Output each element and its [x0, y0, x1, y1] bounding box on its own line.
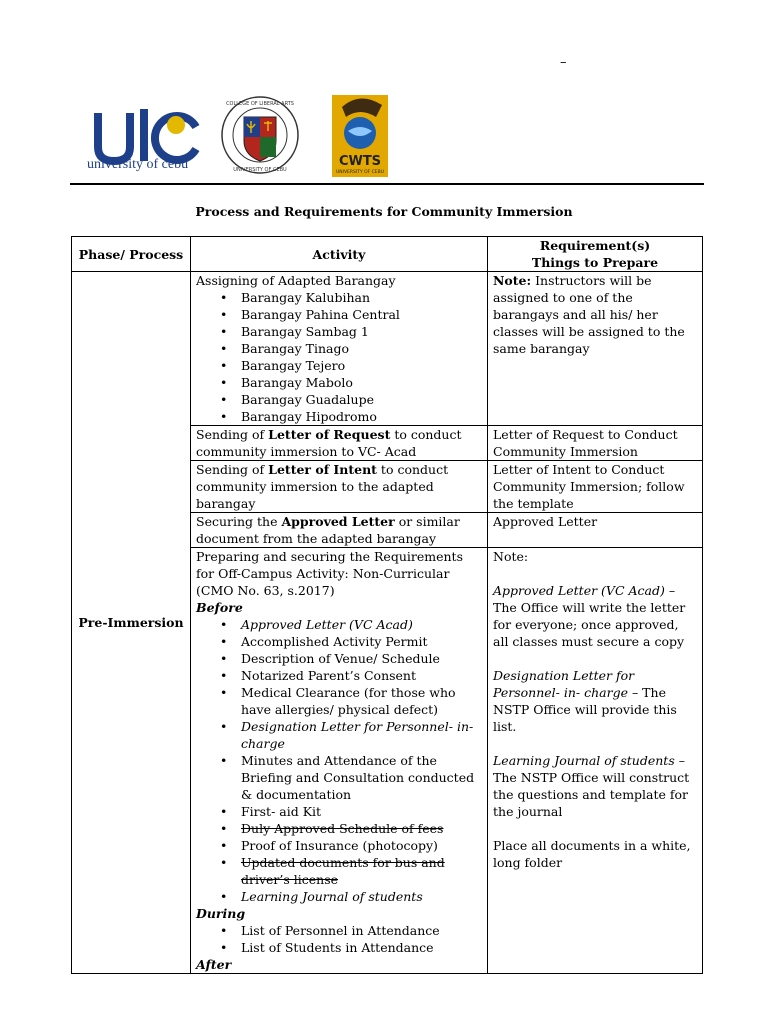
header-dash: –	[560, 55, 567, 70]
list-item: • Duly Approved Schedule of fees	[241, 820, 482, 837]
req-italic: Approved Letter (VC Acad)	[493, 583, 665, 598]
svg-text:UNIVERSITY OF CEBU: UNIVERSITY OF CEBU	[335, 170, 385, 175]
activity-cell	[191, 513, 488, 548]
activity-text: Sending of	[196, 427, 269, 442]
requirement-cell	[488, 272, 703, 426]
header-req-line1: Requirement(s)	[539, 238, 651, 253]
before-list	[196, 616, 482, 905]
list-item: • Barangay Mabolo	[241, 374, 482, 391]
activity-text: Securing the	[196, 514, 282, 529]
phase-cell: Pre-Immersion	[72, 272, 191, 974]
list-item: • Minutes and Attendance of the Briefing and Consultation conducted & documentation	[241, 752, 482, 803]
req-text: – The Office will write the letter for everyone; once approved, all classes must secure a copy	[493, 583, 686, 649]
cwts-logo	[328, 95, 392, 177]
activity-cell	[191, 548, 488, 974]
activity-text: Sending of	[196, 462, 269, 477]
svg-text:CWTS: CWTS	[338, 154, 382, 169]
activity-cell	[191, 272, 488, 426]
list-item: • Accomplished Activity Permit	[241, 633, 482, 650]
college-seal-logo	[220, 95, 300, 175]
during-label: During	[196, 906, 246, 921]
list-item: • Description of Venue/ Schedule	[241, 650, 482, 667]
uc-logo-text: university of cebu	[87, 157, 189, 172]
header-requirements	[488, 237, 703, 272]
requirement-cell	[488, 548, 703, 974]
header-phase: Phase/ Process	[72, 237, 191, 272]
list-item: • Barangay Guadalupe	[241, 391, 482, 408]
activity-text: to conduct community immersion to VC- Acad	[196, 427, 462, 459]
activity-text: or similar document from the adapted barangay	[196, 514, 460, 546]
requirement-cell: Letter of Request to Conduct Community Immersion	[488, 426, 703, 461]
list-item: • Proof of Insurance (photocopy)	[241, 837, 482, 854]
header-rule	[70, 183, 704, 185]
list-item: • Approved Letter (VC Acad)	[241, 616, 482, 633]
list-item: • Barangay Kalubihan	[241, 289, 482, 306]
req-paragraph: Place all documents in a white, long folder	[493, 838, 691, 870]
list-item: • List of Personnel in Attendance	[241, 922, 482, 939]
note-label: Note:	[493, 273, 532, 288]
activity-cell	[191, 461, 488, 513]
list-item: • Medical Clearance (for those who have allergies/ physical defect)	[241, 684, 482, 718]
table-header-row	[72, 237, 703, 272]
req-italic: Learning Journal of students	[493, 753, 675, 768]
note-text: Instructors will be assigned to one of the barangays and all his/ her classes will be assigned to the same barangay	[493, 273, 685, 356]
page-title: Process and Requirements for Community Immersion	[195, 204, 573, 219]
req-paragraph	[493, 582, 697, 650]
req-text: – The NSTP Office will provide this list.	[493, 685, 677, 734]
requirement-cell: Approved Letter	[488, 513, 703, 548]
activity-bold: Approved Letter	[281, 514, 395, 529]
list-item: • List of Students in Attendance	[241, 939, 482, 956]
svg-text:COLLEGE OF LIBERAL ARTS: COLLEGE OF LIBERAL ARTS	[226, 101, 294, 107]
activity-text: Assigning of Adapted Barangay	[196, 273, 396, 288]
list-item: • First- aid Kit	[241, 803, 482, 820]
barangay-list	[196, 289, 482, 425]
req-note-label: Note:	[493, 549, 529, 564]
requirements-table	[71, 236, 703, 974]
list-item: • Barangay Pahina Central	[241, 306, 482, 323]
activity-text: to conduct community immersion to the adapted barangay	[196, 462, 449, 511]
before-label: Before	[196, 600, 243, 615]
req-paragraph	[493, 752, 697, 820]
req-italic: Designation Letter for Personnel- in- charge	[493, 668, 635, 700]
activity-cell	[191, 426, 488, 461]
svg-text:UNIVERSITY OF CEBU: UNIVERSITY OF CEBU	[233, 167, 287, 173]
activity-bold: Letter of Intent	[268, 462, 377, 477]
activity-bold: Letter of Request	[268, 427, 391, 442]
activity-text: Preparing and securing the Requirements for Off-Campus Activity: Non-Curricular (CMO No. 63, s.2017)	[196, 549, 463, 598]
list-item: • Barangay Sambag 1	[241, 323, 482, 340]
list-item: • Barangay Tinago	[241, 340, 482, 357]
requirement-cell: Letter of Intent to Conduct Community Immersion; follow the template	[488, 461, 703, 513]
list-item: • Designation Letter for Personnel- in-charge	[241, 718, 482, 752]
table-row	[72, 272, 703, 426]
req-paragraph	[493, 667, 697, 735]
after-label: After	[196, 957, 232, 972]
list-item: • Updated documents for bus and driver’s license	[241, 854, 482, 888]
req-text: – The NSTP Office will construct the questions and template for the journal	[493, 753, 690, 819]
list-item: • Notarized Parent’s Consent	[241, 667, 482, 684]
header-req-line2: Things to Prepare	[531, 255, 659, 270]
header-activity: Activity	[191, 237, 488, 272]
list-item: • Barangay Hipodromo	[241, 408, 482, 425]
during-list	[196, 922, 482, 956]
list-item: • Barangay Tejero	[241, 357, 482, 374]
list-item: • Learning Journal of students	[241, 888, 482, 905]
